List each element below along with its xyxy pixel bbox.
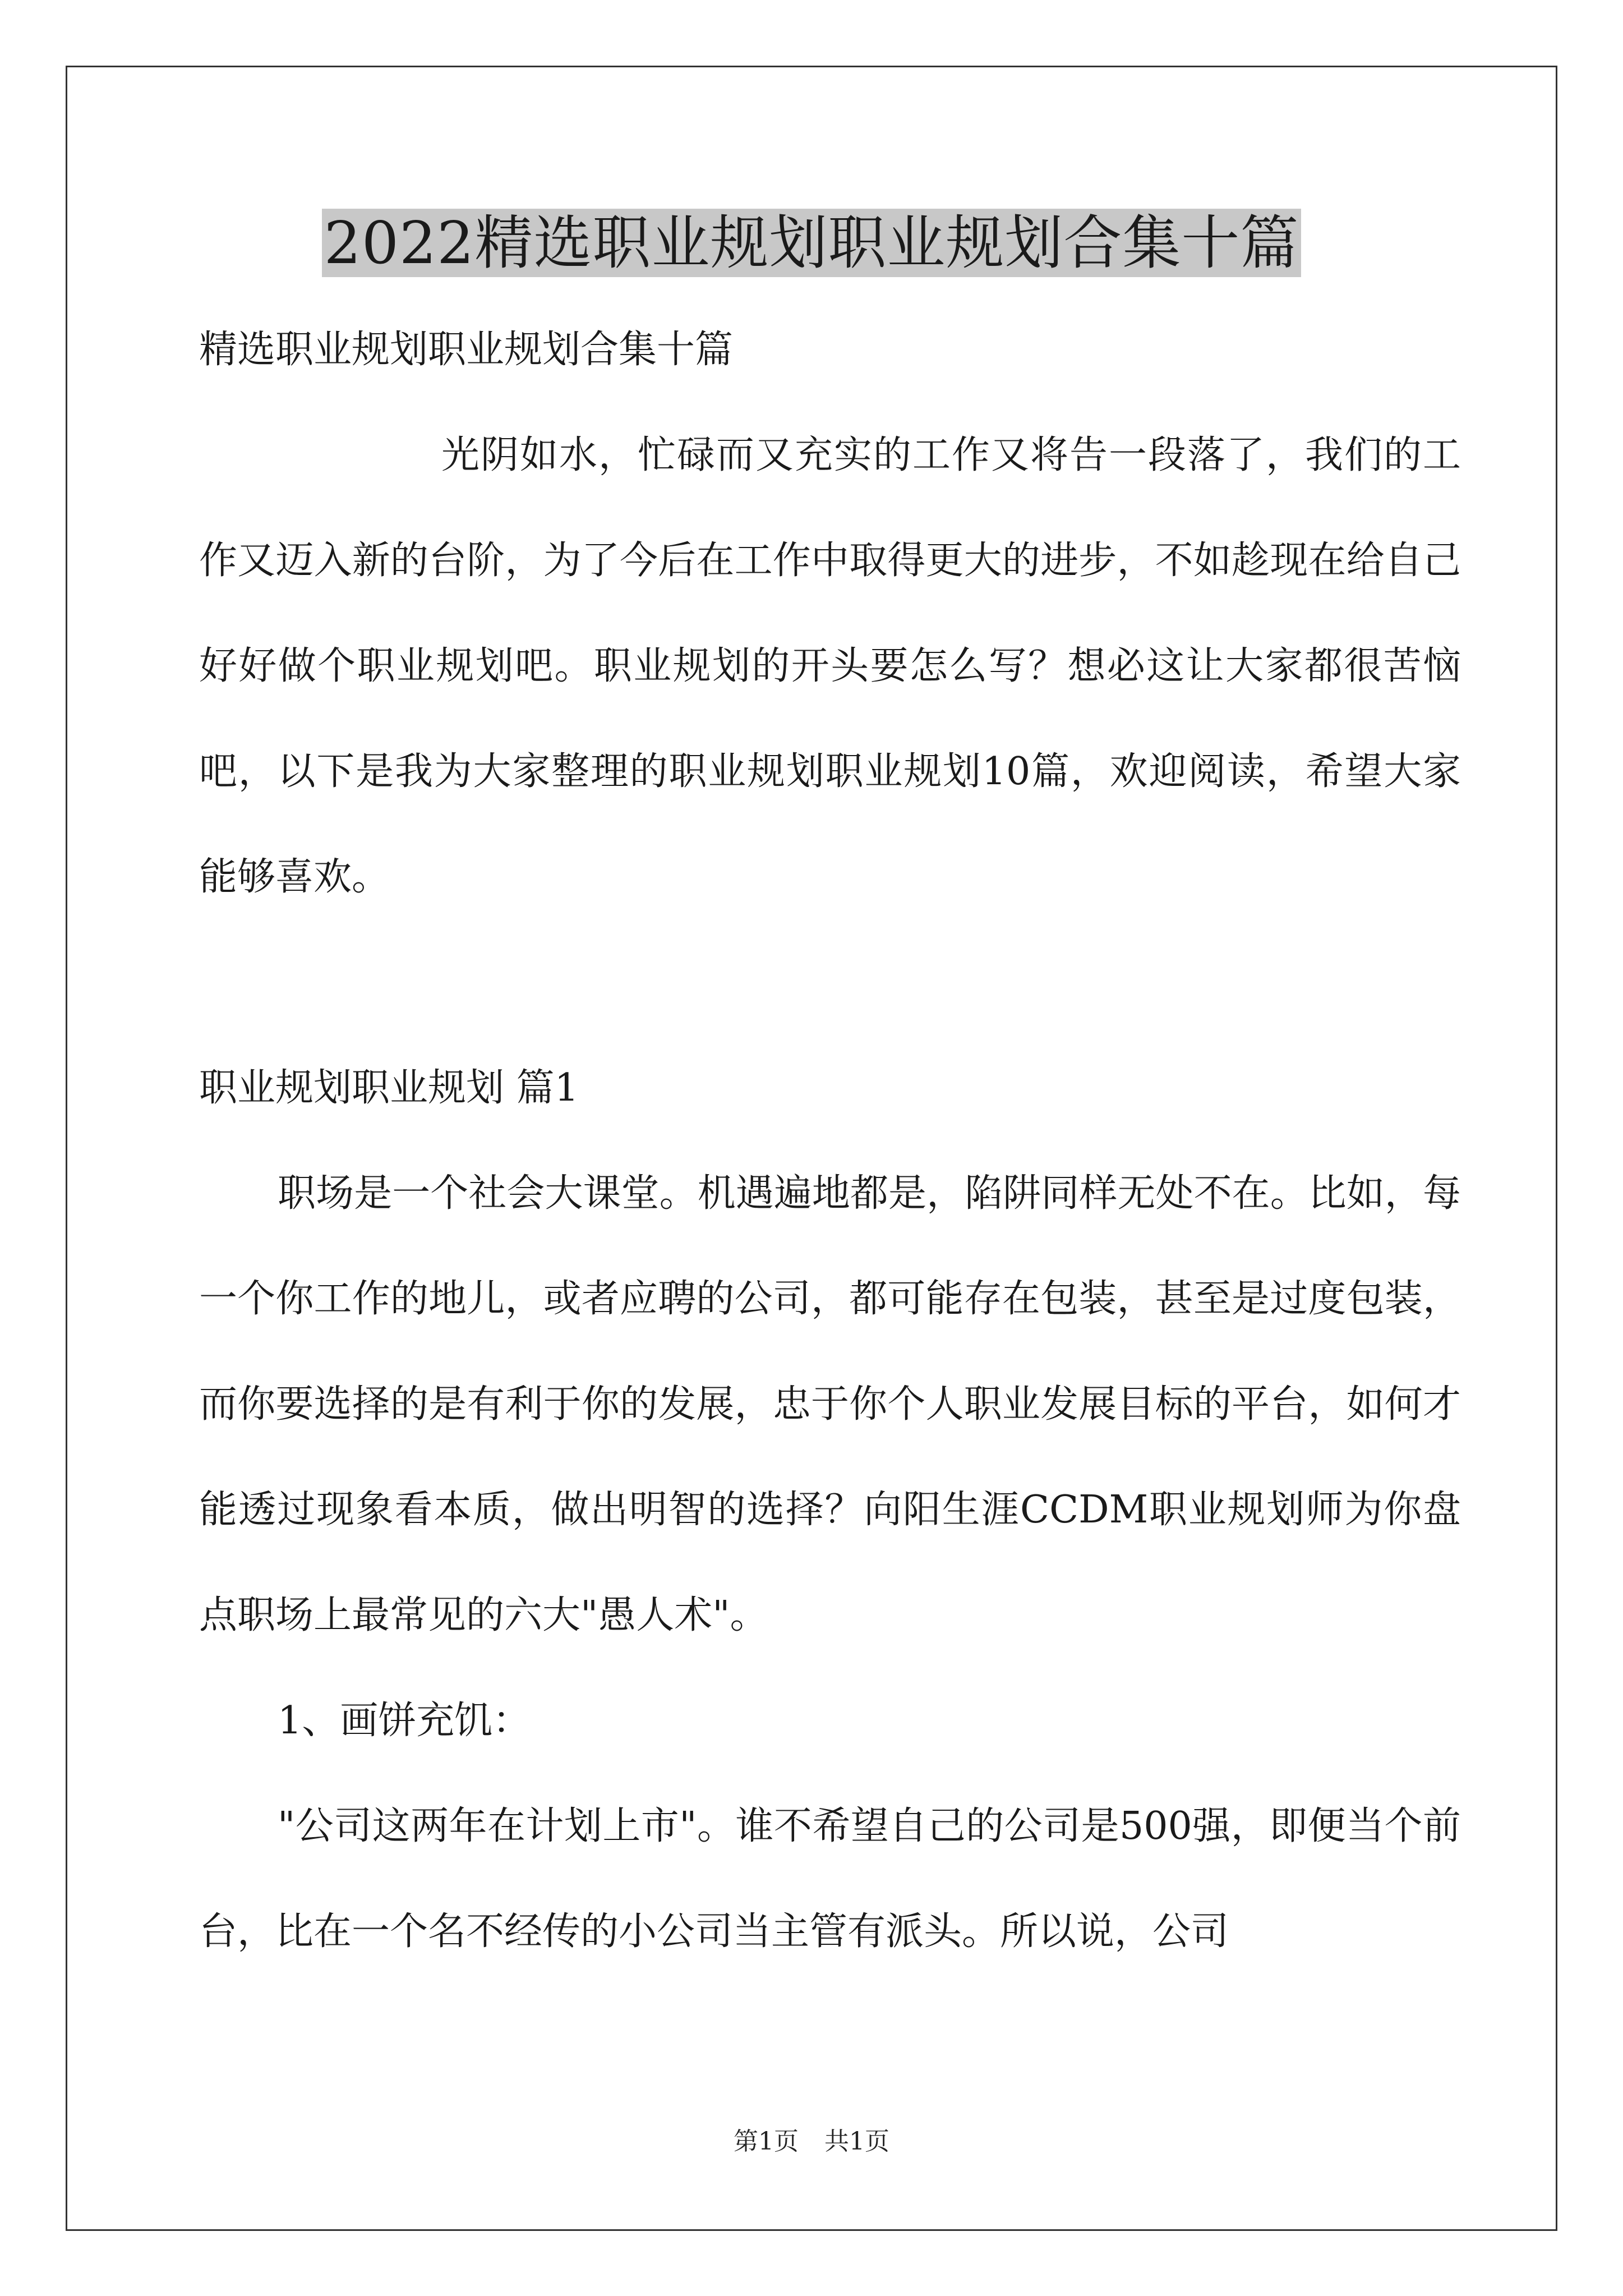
document-title (0, 206, 1623, 279)
document-title-text: 2022精选职业规划职业规划合集十篇 (322, 209, 1302, 277)
page-number: 第1页 (734, 2127, 799, 2156)
section-1-paragraph-1: 职场是一个社会大课堂。机遇遍地都是，陷阱同样无处不在。比如，每一个你工作的地儿，或者应聘的公司，都可能存在包装，甚至是过度包装，而你要选择的是有利于你的发展，忠于你个人职业发展目标的平台，如何才能透过现象看本质，做出明智的选择？向阳生涯CCDM职业规划师为你盘点职场上最常见的六大"愚人术"。 (199, 1171, 1461, 1637)
section-1-list-item-1: 1、画饼充饥： (278, 1699, 531, 1743)
page-footer (0, 2125, 1623, 2159)
intro-paragraph: 光阴如水，忙碌而又充实的工作又将告一段落了，我们的工作又迈入新的台阶，为了今后在工作中取得更大的进步，不如趁现在给自己好好做个职业规划吧。职业规划的开头要怎么写？想必这让大家都很苦恼吧，以下是我为大家整理的职业规划职业规划10篇，欢迎阅读，希望大家能够喜欢。 (199, 433, 1461, 899)
page-total: 共1页 (824, 2127, 889, 2156)
document-body (199, 297, 1461, 1985)
section-1-heading: 职业规划职业规划 篇1 (199, 1066, 579, 1110)
subtitle-paragraph: 精选职业规划职业规划合集十篇 (199, 328, 734, 372)
section-1-paragraph-2: "公司这两年在计划上市"。谁不希望自己的公司是500强，即便当个前台，比在一个名不经传的小公司当主管有派头。所以说，公司 (199, 1804, 1461, 1954)
